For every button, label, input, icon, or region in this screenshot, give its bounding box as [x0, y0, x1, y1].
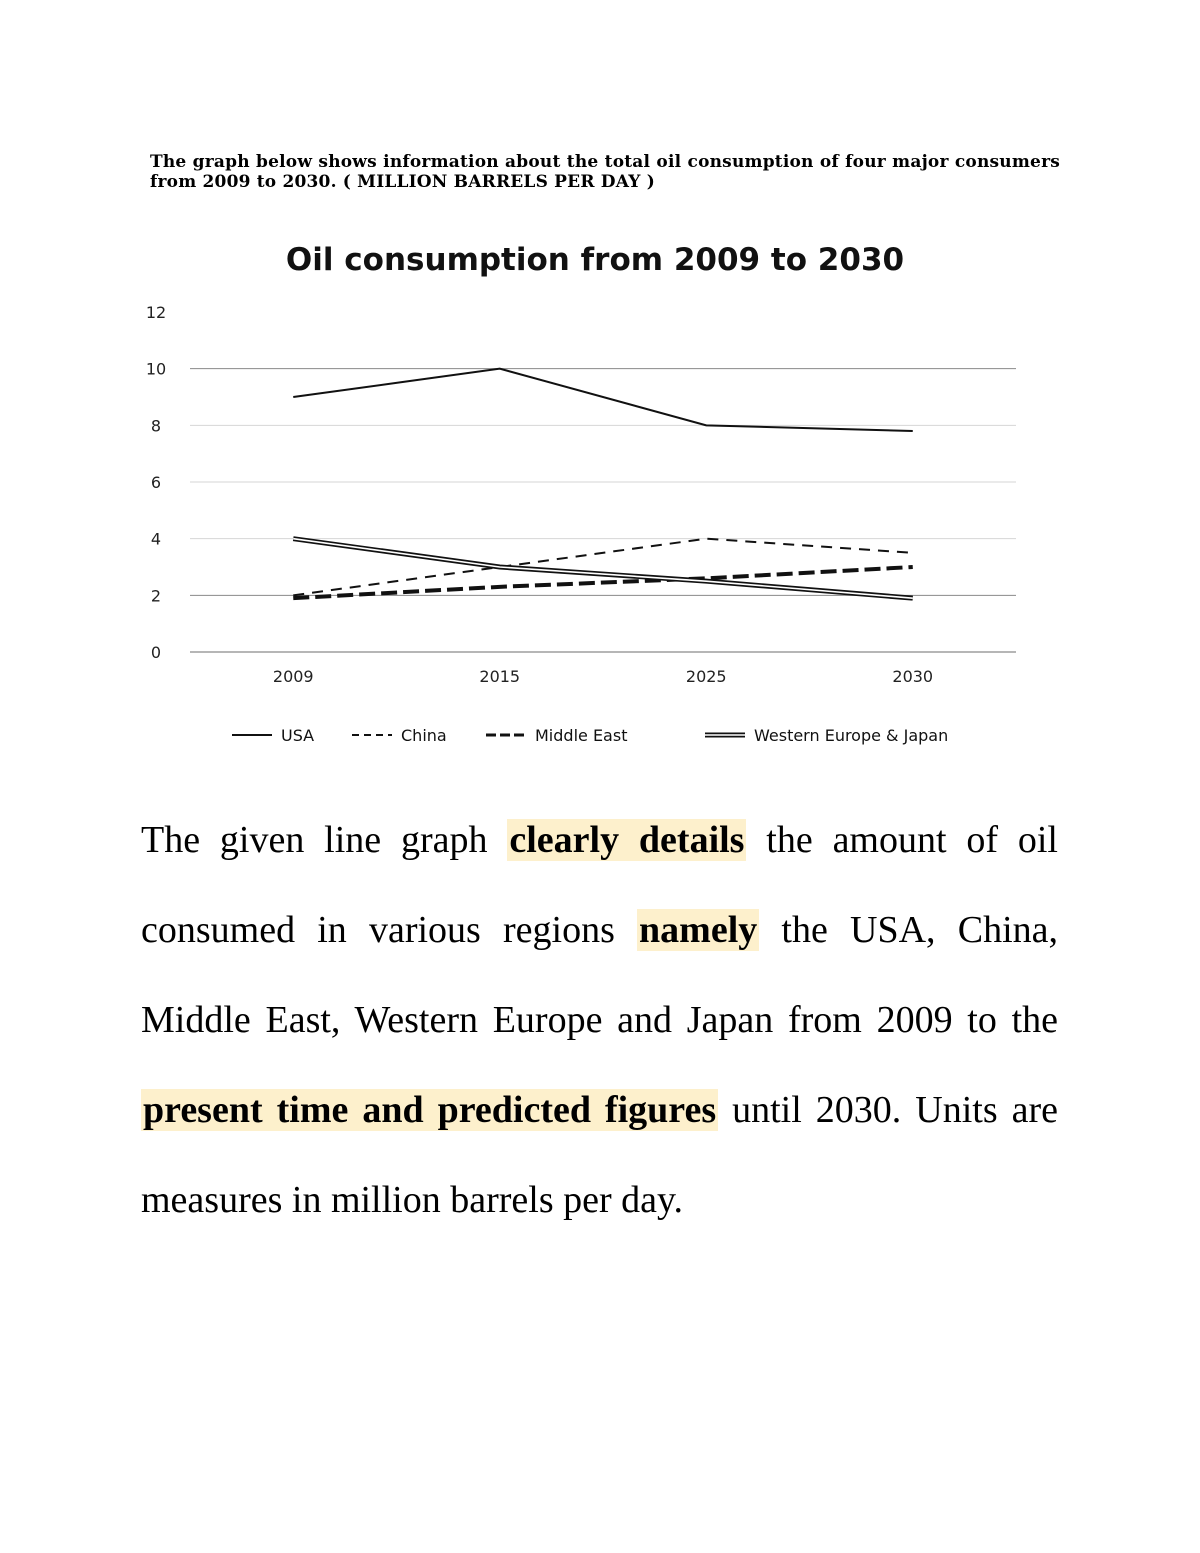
x-tick-label: 2009 — [272, 667, 314, 686]
y-axis-ticks — [146, 303, 166, 662]
legend-label: Western Europe & Japan — [754, 726, 949, 745]
x-tick-label: 2025 — [685, 667, 727, 686]
essay-paragraph — [141, 795, 1058, 1245]
y-tick-label: 6 — [150, 473, 162, 492]
chart-title: Oil consumption from 2009 to 2030 — [285, 242, 905, 278]
series-line-3 — [293, 539, 913, 599]
y-tick-label: 4 — [150, 529, 162, 549]
essay-text-4: until 2030. Units are measures in million barrels per day. — [141, 1089, 1058, 1221]
y-tick-label: 0 — [150, 643, 162, 662]
y-tick-label: 10 — [145, 359, 167, 379]
highlight-namely: namely — [639, 909, 758, 951]
y-tick-label: 8 — [150, 416, 162, 436]
series-lines — [293, 369, 913, 598]
essay-text-3: the USA, China, Middle East, Western Europe and Japan from 2009 to the — [141, 909, 1058, 1041]
oil-consumption-line-chart — [130, 230, 1050, 760]
essay-text-2: the amount of oil consumed in various regions — [141, 819, 1058, 951]
highlight-clearly-details: clearly details — [509, 819, 745, 861]
x-tick-label: 2015 — [479, 667, 521, 686]
legend — [232, 726, 948, 745]
legend-label: China — [401, 726, 447, 745]
legend-label: Middle East — [535, 726, 628, 745]
task-prompt: The graph below shows information about the total oil consumption of four major consumers from 2009 to 2030. ( MILLION BARRELS PER DAY ) — [150, 152, 1060, 192]
series-line-1 — [293, 539, 913, 596]
essay-text-1: The given line graph — [141, 819, 508, 861]
x-axis-ticks — [273, 667, 933, 686]
legend-label: USA — [281, 726, 315, 745]
highlight-present-time: present time and predicted figures — [143, 1089, 717, 1131]
y-tick-label: 2 — [150, 586, 162, 606]
x-tick-label: 2030 — [892, 667, 934, 686]
y-tick-label: 12 — [145, 303, 167, 322]
series-line-0 — [293, 369, 913, 431]
gridlines — [190, 369, 1016, 652]
